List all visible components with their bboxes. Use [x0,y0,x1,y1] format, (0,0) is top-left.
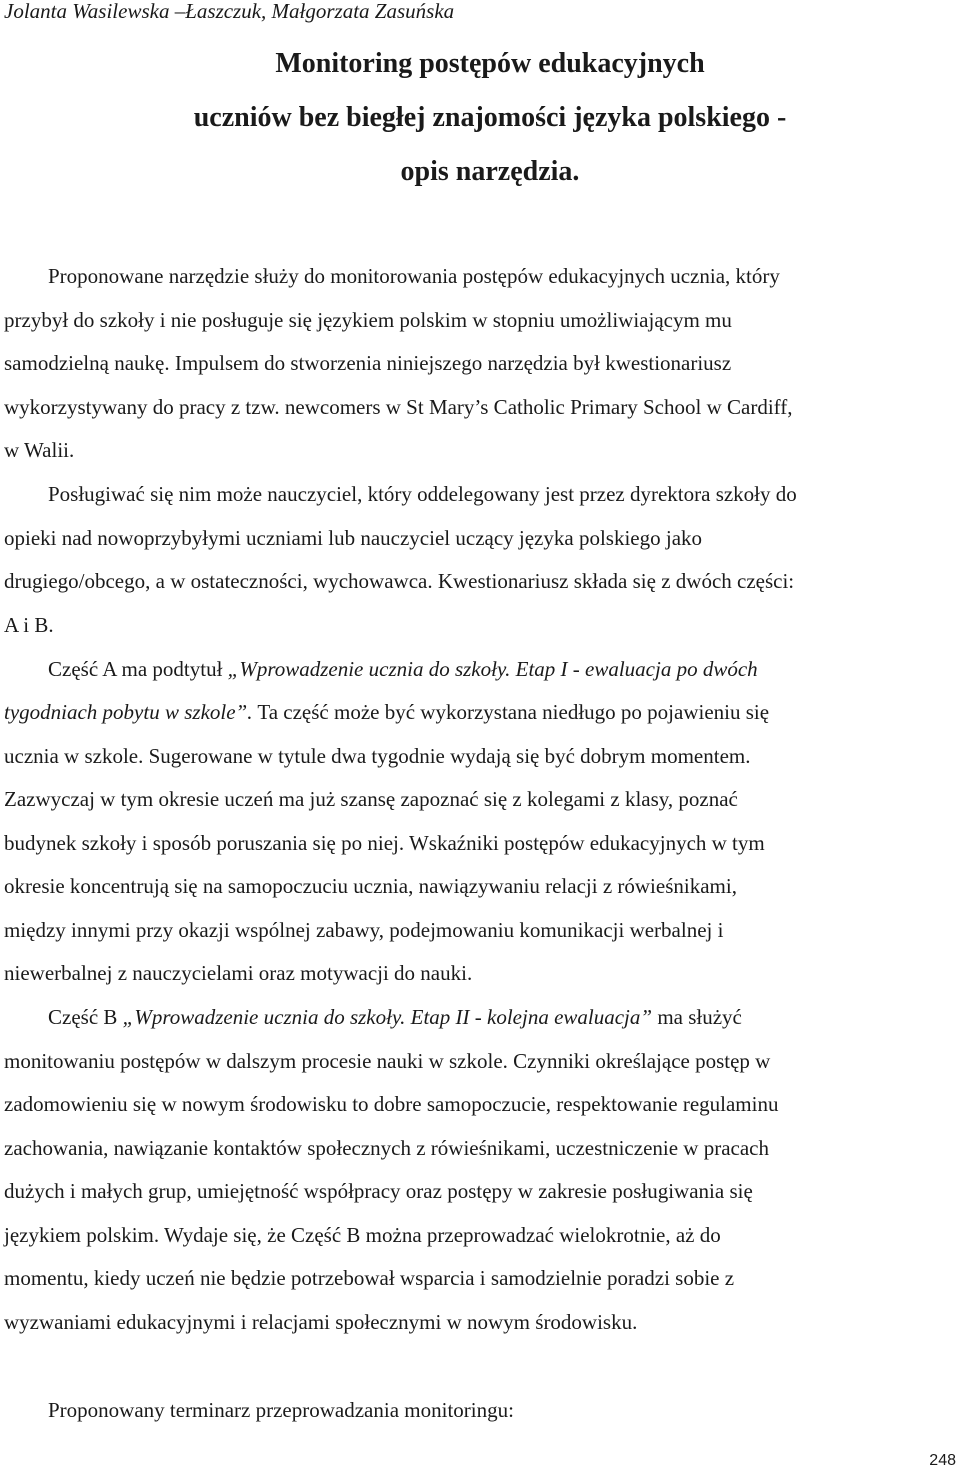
page-number: 248 [929,1452,956,1469]
paragraph-2-line: opieki nad nowoprzybyłymi uczniami lub nauczyciel uczący języka polskiego jako [4,526,703,550]
document-title-line-2: uczniów bez biegłej znajomości języka polskiego - [193,102,787,133]
paragraph-2-line: drugiego/obcego, a w ostateczności, wychowawca. Kwestionariusz składa się z dwóch części: [4,569,795,593]
part-a-title-italic-cont: tygodniach pobytu w szkole”. [4,700,253,724]
paragraph-3-text: Część A ma podtytuł [48,657,228,681]
part-a-title-italic: „Wprowadzenie ucznia do szkoły. Etap I - ewaluacja po dwóch [227,657,758,681]
paragraph-4-line: dużych i małych grup, umiejętność współpracy oraz postępy w zakresie posługiwania się [4,1179,753,1203]
paragraph-4-line [48,1004,742,1030]
running-header-authors: Jolanta Wasilewska –Łaszczuk, Małgorzata Zasuńska [4,0,455,23]
paragraph-4-line: językiem polskim. Wydaje się, że Część B można przeprowadzać wielokrotnie, aż do [4,1223,721,1247]
paragraph-1-line: Proponowane narzędzie służy do monitorowania postępów edukacyjnych ucznia, który [48,264,780,288]
paragraph-1-line: w Walii. [4,438,75,462]
paragraph-2-line: Posługiwać się nim może nauczyciel, który oddelegowany jest przez dyrektora szkoły do [48,482,797,506]
paragraph-4-line: wyzwaniami edukacyjnymi i relacjami społecznymi w nowym środowisku. [4,1310,638,1334]
paragraph-3-line: niewerbalnej z nauczycielami oraz motywacji do nauki. [4,961,473,985]
paragraph-3-line: okresie koncentrują się na samopoczuciu ucznia, nawiązywaniu relacji z rówieśnikami, [4,874,737,898]
paragraph-2-line: A i B. [4,613,54,637]
paragraph-4-line: momentu, kiedy uczeń nie będzie potrzebował wsparcia i samodzielnie poradzi sobie z [4,1266,735,1290]
paragraph-1-line: samodzielną naukę. Impulsem do stworzenia niniejszego narzędzia był kwestionariusz [4,351,732,375]
document-title-line-3: opis narzędzia. [400,156,580,187]
paragraph-3-line: Zazwyczaj w tym okresie uczeń ma już szansę zapoznać się z kolegami z klasy, poznać [4,787,738,811]
paragraph-3-line: budynek szkoły i sposób poruszania się po niej. Wskaźniki postępów edukacyjnych w tym [4,831,765,855]
document-title-line-1: Monitoring postępów edukacyjnych [275,48,705,79]
paragraph-4-line: zachowania, nawiązanie kontaktów społecznych z rówieśnikami, uczestniczenie w pracach [4,1136,769,1160]
paragraph-3-line: między innymi przy okazji wspólnej zabawy, podejmowaniu komunikacji werbalnej i [4,918,724,942]
paragraph-3-text: Ta część może być wykorzystana niedługo po pojawieniu się [252,700,770,724]
paragraph-3-line [48,656,758,682]
paragraph-1-line: przybył do szkoły i nie posługuje się językiem polskim w stopniu umożliwiającym mu [4,308,732,332]
part-b-title-italic: „Wprowadzenie ucznia do szkoły. Etap II - kolejna ewaluacja” [122,1005,653,1029]
paragraph-3-line: ucznia w szkole. Sugerowane w tytule dwa tygodnie wydają się być dobrym momentem. [4,744,751,768]
paragraph-4-text: ma służyć [652,1005,742,1029]
paragraph-5-line: Proponowany terminarz przeprowadzania monitoringu: [48,1398,514,1422]
paragraph-4-line: zadomowieniu się w nowym środowisku to dobre samopoczucie, respektowanie regulaminu [4,1092,779,1116]
paragraph-1-line: wykorzystywany do pracy z tzw. newcomers w St Mary’s Catholic Primary School w Cardiff, [4,395,793,419]
paragraph-4-text: Część B [48,1005,123,1029]
paragraph-3-line [4,699,769,725]
paragraph-4-line: monitowaniu postępów w dalszym procesie nauki w szkole. Czynniki określające postęp w [4,1049,771,1073]
